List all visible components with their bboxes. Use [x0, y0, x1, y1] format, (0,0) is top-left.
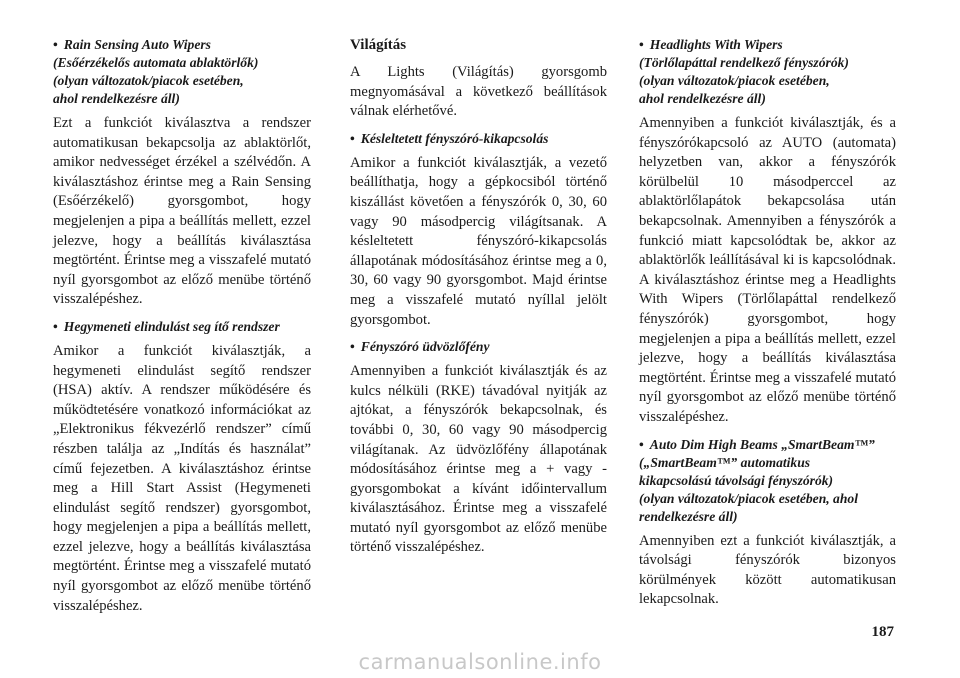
- page-number: 187: [871, 624, 894, 640]
- bullet-icon: •: [350, 130, 355, 146]
- column-3: [639, 36, 896, 618]
- bullet-icon: •: [53, 37, 58, 52]
- heading-hill-start-assist: • Hegymeneti elindulást seg ítő rendszer: [53, 318, 280, 334]
- heading-headlights-with-wipers: • Headlights With Wipers (Törlőlapáttal rendelkező fényszórók) (olyan változatok/piacok esetében, ahol rendelkezésre áll): [639, 37, 849, 106]
- heading-headlight-greeting: • Fényszóró üdvözlőfény: [350, 339, 490, 355]
- paragraph-hill-start-assist: Amikor a funkciót kiválasztják, a hegymeneti elindulást segítő rendszer (HSA) aktív. A rendszer működésére és működtetésére vonatkozó információkat az „Elektronikus fékvezérlő rendszer” című részben találja az „Indítás és használat” című fejezetben. A kiválasztáshoz érintse meg a Hill Start Assist (Hegymeneti elindulást segítő rendszer) gyorsgombot, hogy megjelenjen a pipa a beállítás mellett, ezzel jelezve, hogy a beállítás kiválasztása megtörtént. Érintse meg a visszafelé mutató nyíl gyorsgombot az előző menübe történő visszalépéshez.: [53, 342, 311, 614]
- paragraph-headlight-greeting: Amennyiben a funkciót kiválasztják és az kulcs nélküli (RKE) távadóval nyitják az ajtókat, a fényszórók bekapcsolnak, és további 0, 30, 60 vagy 90 másodpercig világítanak. Az üdvözlőfény állapotának módosításához érintse meg a + vagy - gyorsgombokat a kívánt időintervallum kiválasztásához. Érintse meg a visszafelé mutató nyíl gyorsgombot az előző menübe történő visszalépéshez.: [350, 363, 607, 556]
- watermark: carmanualsonline.info: [358, 650, 602, 674]
- paragraph-smartbeam: Amennyiben ezt a funkciót kiválasztják, a távolsági fényszórók bizonyos körülmények között automatikusan lekapcsolnak.: [639, 532, 896, 608]
- bullet-icon: •: [350, 339, 355, 355]
- heading-smartbeam: • Auto Dim High Beams „SmartBeam™” („SmartBeam™” automatikus kikapcsolású távolsági fényszórók) (olyan változatok/piacok esetében, ahol rendelkezésre áll): [639, 436, 875, 524]
- heading-rain-sensing-wipers: • Rain Sensing Auto Wipers (Esőérzékelős automata ablaktörlők) (olyan változatok/piacok esetében, ahol rendelkezésre áll): [53, 37, 259, 106]
- column-2: [350, 36, 607, 566]
- paragraph-headlights-with-wipers: Amennyiben a funkciót kiválasztják, és a fényszórókapcsoló az AUTO (automata) helyzetben van, akkor a fényszórók körülbelül 10 másodperccel az ablaktörlőlapátok bekapcsolása után bekapcsolnak. Amennyiben a fényszórók a funkció miatt kapcsolódtak be, akkor az ablaktörlők leállításával ki is kapcsolódnak. A kiválasztáshoz érintse meg a Headlights With Wipers (Törlőlapáttal rendelkező fényszórók) gyorsgombot, hogy megjelenjen a pipa a beállítás mellett, ezzel jelezve, hogy a beállítás kiválasztása megtörtént. Érintse meg a visszafelé mutató nyíl gyorsgombot az előző menübe történő visszalépéshez.: [639, 115, 896, 425]
- column-1: [53, 36, 311, 624]
- bullet-icon: •: [639, 37, 644, 52]
- paragraph-rain-sensing: Ezt a funkciót kiválasztva a rendszer automatikusan bekapcsolja az ablaktörlőt, amikor nedvességet érzékel a szélvédőn. A kiválasztáshoz érintse meg a Rain Sensing (Esőérzékelő) gyorsgombot, hogy megjelenjen a pipa a beállítás mellett, ezzel jelezve, hogy a beállítás kiválasztása megtörtént. Érintse meg a visszafelé mutató nyíl gyorsgombot az előző menübe történő visszalépéshez.: [53, 115, 311, 308]
- section-title-lights: Világítás: [350, 37, 407, 53]
- paragraph-headlight-off-delay: Amikor a funkciót kiválasztják, a vezető beállíthatja, hogy a gépkocsiból történő kiszállást követően a fényszórók 0, 30, 60 vagy 90 másodpercig világítsanak. A késleltetett fényszóró-kikapcsolás állapotának módosításához érintse meg a 0, 30, 60 vagy 90 gyorsgombot. Majd érintse meg a visszafelé mutató nyíllal jelölt gyorsgombot.: [350, 154, 607, 328]
- bullet-icon: •: [53, 318, 58, 334]
- heading-headlight-off-delay: • Késleltetett fényszóró-kikapcsolás: [350, 130, 549, 146]
- bullet-icon: •: [639, 436, 644, 452]
- paragraph-lights-intro: A Lights (Világítás) gyorsgomb megnyomásával a következő beállítások válnak elérhetővé.: [350, 64, 607, 120]
